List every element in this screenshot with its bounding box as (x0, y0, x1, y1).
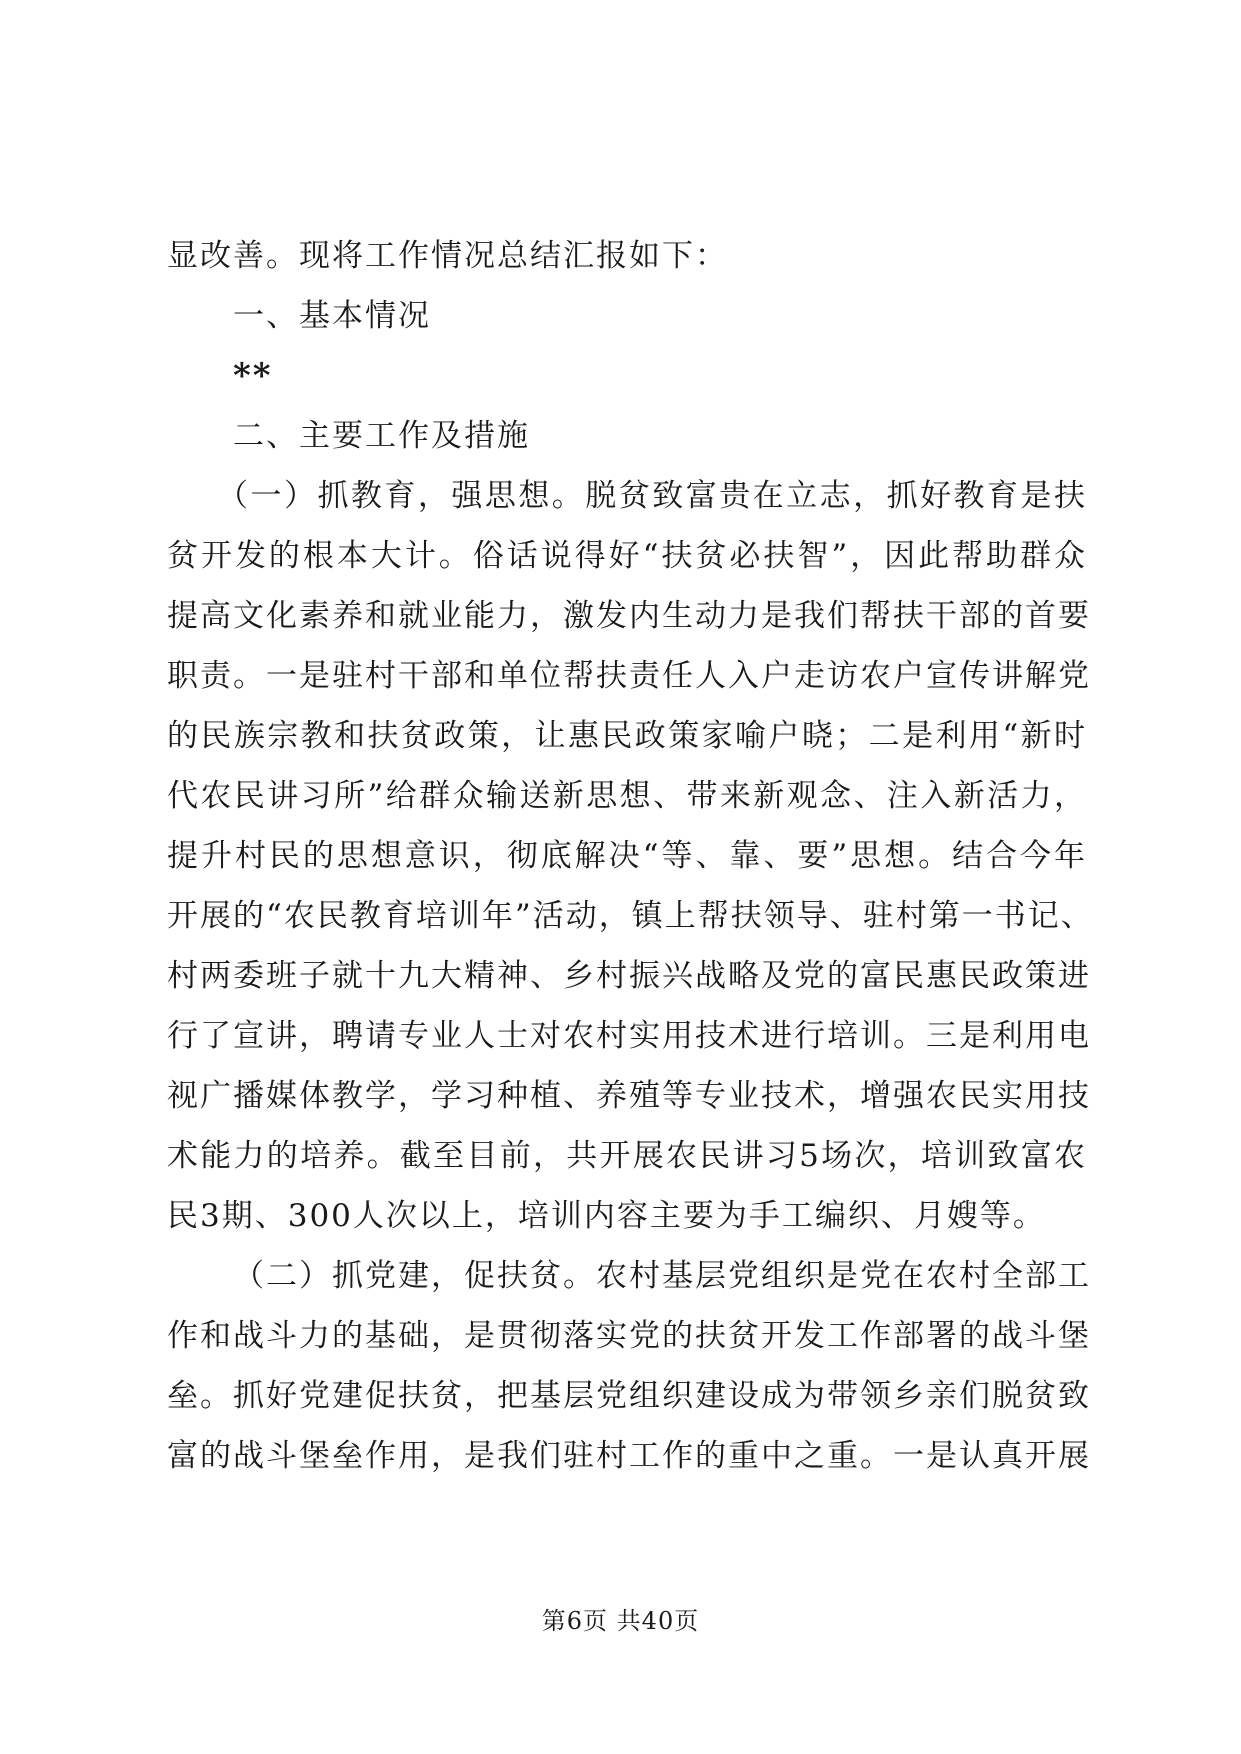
text-line: 行了宣讲，聘请专业人士对农村实用技术进行培训。三是利用电 (167, 1018, 1091, 1054)
text-line: 富的战斗堡垒作用，是我们驻村工作的重中之重。一是认真开展 (167, 1438, 1091, 1474)
text-line: 提升村民的思想意识，彻底解决“等、靠、要”思想。结合今年 (167, 838, 1087, 874)
text-line: 贫开发的根本大计。俗话说得好“扶贫必扶智”，因此帮助群众 (167, 538, 1087, 574)
text-line: 显改善。现将工作情况总结汇报如下： (167, 238, 728, 274)
text-line: 的民族宗教和扶贫政策，让惠民政策家喻户晓；二是利用“新时 (167, 718, 1087, 754)
text-line: 村两委班子就十九大精神、乡村振兴战略及党的富民惠民政策进 (167, 958, 1091, 994)
text-line: 作和战斗力的基础，是贯彻落实党的扶贫开发工作部署的战斗堡 (167, 1318, 1091, 1354)
text-line: （二）抓党建，促扶贫。农村基层党组织是党在农村全部工 (233, 1258, 1091, 1294)
text-line: 提高文化素养和就业能力，激发内生动力是我们帮扶干部的首要 (167, 598, 1091, 634)
text-line: 垒。抓好党建促扶贫，把基层党组织建设成为带领乡亲们脱贫致 (167, 1378, 1091, 1414)
text-line: 民3期、300人次以上，培训内容主要为手工编织、月嫂等。 (167, 1198, 1046, 1234)
text-line: （一）抓教育，强思想。脱贫致富贵在立志，抓好教育是扶 (217, 478, 1087, 514)
redacted-placeholder: ** (233, 356, 273, 396)
section-heading-basic-situation: 一、基本情况 (233, 298, 431, 334)
page-number-footer: 第6页 共40页 (541, 1607, 700, 1635)
section-heading-main-work: 二、主要工作及措施 (233, 418, 530, 454)
document-body (167, 226, 1094, 1486)
text-line: 开展的“农民教育培训年”活动，镇上帮扶领导、驻村第一书记、 (167, 898, 1094, 934)
text-line: 代农民讲习所”给群众输送新思想、带来新观念、注入新活力， (167, 778, 1087, 814)
text-line: 术能力的培养。截至目前，共开展农民讲习5场次，培训致富农 (167, 1138, 1087, 1174)
text-line: 职责。一是驻村干部和单位帮扶责任人入户走访农户宣传讲解党 (167, 658, 1091, 694)
text-line: 视广播媒体教学，学习种植、养殖等专业技术，增强农民实用技 (167, 1078, 1091, 1114)
